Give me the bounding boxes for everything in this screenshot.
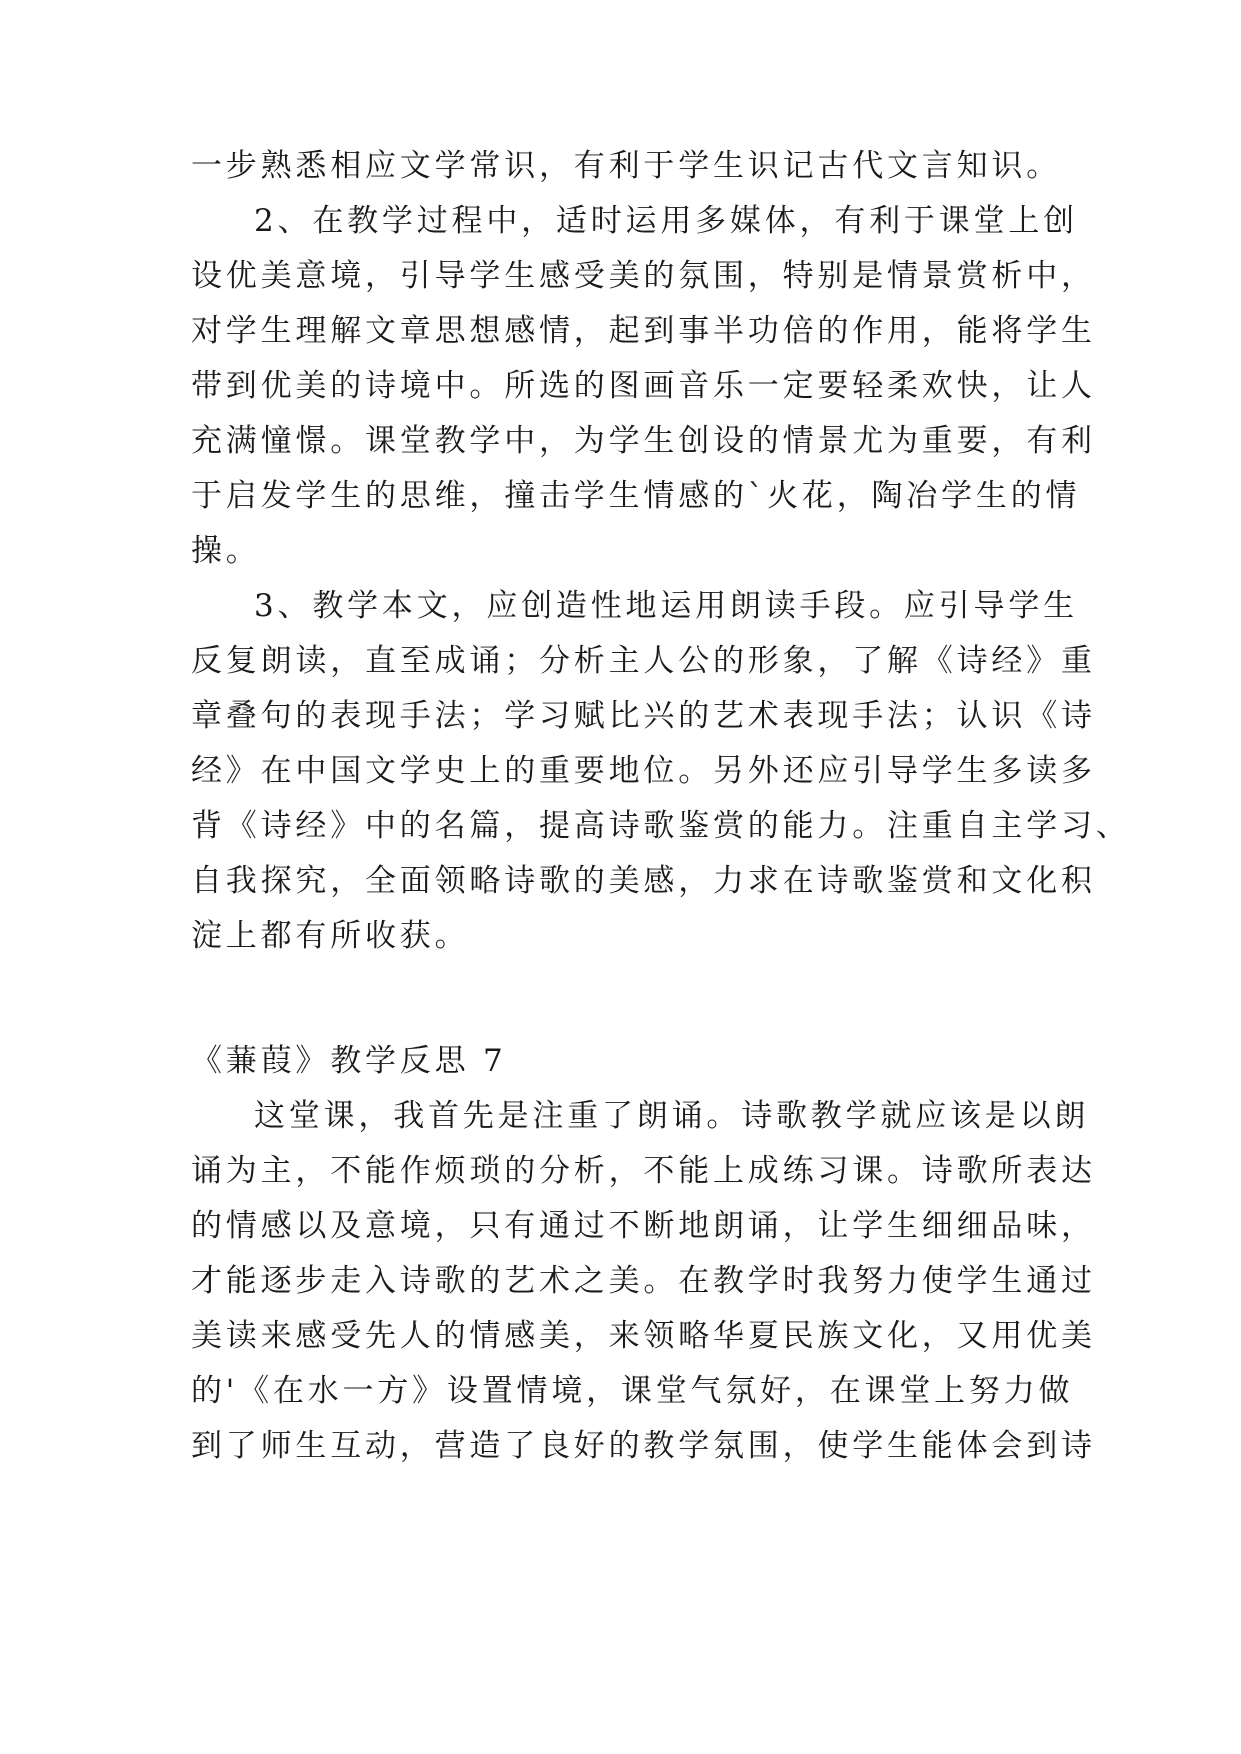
- paragraph-line: 淀上都有所收获。: [191, 918, 470, 954]
- paragraph-line: 自我探究，全面领略诗歌的美感，力求在诗歌鉴赏和文化积: [191, 863, 1096, 899]
- paragraph-line: 2、在教学过程中，适时运用多媒体，有利于课堂上创: [254, 203, 1078, 239]
- paragraph-line: 操。: [191, 533, 261, 569]
- paragraph-line: 于启发学生的思维，撞击学生情感的`火花，陶冶学生的情: [191, 478, 1081, 514]
- paragraph-line: 诵为主，不能作烦琐的分析，不能上成练习课。诗歌所表达: [191, 1153, 1096, 1189]
- paragraph-line: 充满憧憬。课堂教学中，为学生创设的情景尤为重要，有利: [191, 423, 1096, 459]
- paragraph-line: 美读来感受先人的情感美，来领略华夏民族文化，又用优美: [191, 1318, 1096, 1354]
- paragraph-line: 章叠句的表现手法；学习赋比兴的艺术表现手法；认识《诗: [191, 698, 1096, 734]
- paragraph-line: 经》在中国文学史上的重要地位。另外还应引导学生多读多: [191, 753, 1096, 789]
- paragraph-line: 背《诗经》中的名篇，提高诗歌鉴赏的能力。注重自主学习、: [191, 808, 1131, 844]
- paragraph-line: 到了师生互动，营造了良好的教学氛围，使学生能体会到诗: [191, 1428, 1096, 1464]
- paragraph-line: 这堂课，我首先是注重了朗诵。诗歌教学就应该是以朗: [254, 1098, 1090, 1134]
- paragraph-line: 的'《在水一方》设置情境，课堂气氛好，在课堂上努力做: [191, 1373, 1074, 1409]
- paragraph-line: 的情感以及意境，只有通过不断地朗诵，让学生细细品味，: [191, 1208, 1096, 1244]
- paragraph-line: 一步熟悉相应文学常识，有利于学生识记古代文言知识。: [191, 148, 1061, 184]
- paragraph-line: 3、教学本文，应创造性地运用朗读手段。应引导学生: [254, 588, 1078, 624]
- paragraph-line: 对学生理解文章思想感情，起到事半功倍的作用，能将学生: [191, 313, 1096, 349]
- paragraph-line: 才能逐步走入诗歌的艺术之美。在教学时我努力使学生通过: [191, 1263, 1096, 1299]
- paragraph-line: 带到优美的诗境中。所选的图画音乐一定要轻柔欢快，让人: [191, 368, 1096, 404]
- paragraph-line: 反复朗读，直至成诵；分析主人公的形象，了解《诗经》重: [191, 643, 1096, 679]
- paragraph-line: 设优美意境，引导学生感受美的氛围，特别是情景赏析中，: [191, 258, 1096, 294]
- section-title: 《蒹葭》教学反思 7: [191, 1043, 507, 1079]
